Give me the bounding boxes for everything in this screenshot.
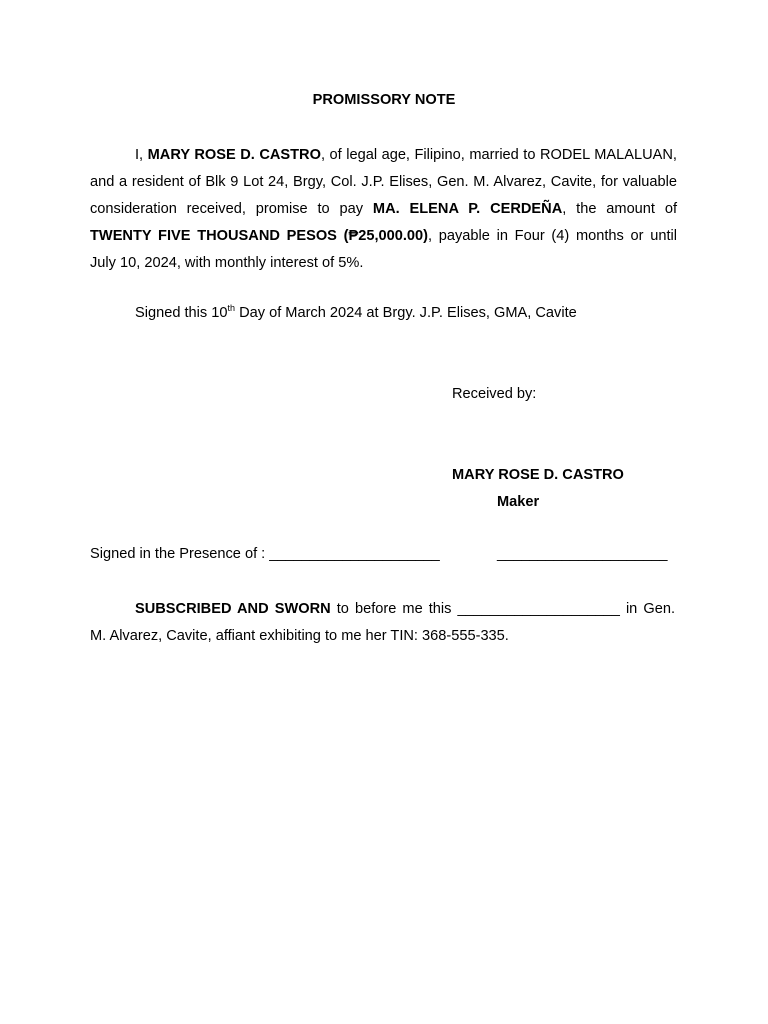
- received-by-label: Received by:: [452, 386, 537, 402]
- jurat-date-blank: ____________________: [457, 601, 620, 617]
- para-text-4: , payable in Four (4) months or until July 10, 2024, with monthly interest of 5%.: [90, 228, 677, 271]
- jurat-text-2: in Gen. M. Alvarez, Cavite, affiant exhibiting to me her TIN: 368-555-335.: [90, 601, 676, 644]
- signed-post: Day of March 2024 at Brgy. J.P. Elises, GMA, Cavite: [235, 305, 577, 321]
- jurat-text-1: to before me this: [330, 601, 458, 617]
- presence-label: Signed in the Presence of :: [90, 546, 270, 562]
- jurat-heading: SUBSCRIBED AND SWORN: [135, 601, 331, 617]
- maker-signature-name: MARY ROSE D. CASTRO: [452, 467, 624, 483]
- promissory-paragraph: [90, 142, 677, 277]
- maker-name-inline: MARY ROSE D. CASTRO: [147, 147, 321, 163]
- para-text-2: , of legal age, Filipino, married to RODEL MALALUAN, and a resident of Blk 9 Lot 24, Brgy, Col. J.P. Elises, Gen. M. Alvarez, Cavite, for valuable consideration received, promise to pay: [90, 147, 677, 217]
- para-text-1: I,: [135, 147, 148, 163]
- para-text-3: , the amount of: [562, 201, 677, 217]
- presence-line: [90, 546, 440, 562]
- ordinal-suffix: th: [227, 303, 236, 314]
- loan-amount: TWENTY FIVE THOUSAND PESOS (₱25,000.00): [90, 228, 428, 244]
- jurat-paragraph: [90, 596, 675, 650]
- signed-date-line: [135, 305, 577, 321]
- witness-blank-1: _____________________: [269, 546, 440, 562]
- payee-name: MA. ELENA P. CERDEÑA: [372, 201, 563, 217]
- signed-pre: Signed this 10: [135, 305, 228, 321]
- maker-role-label: Maker: [497, 494, 540, 510]
- witness-blank-2: _____________________: [497, 546, 668, 562]
- document-title: PROMISSORY NOTE: [312, 92, 456, 108]
